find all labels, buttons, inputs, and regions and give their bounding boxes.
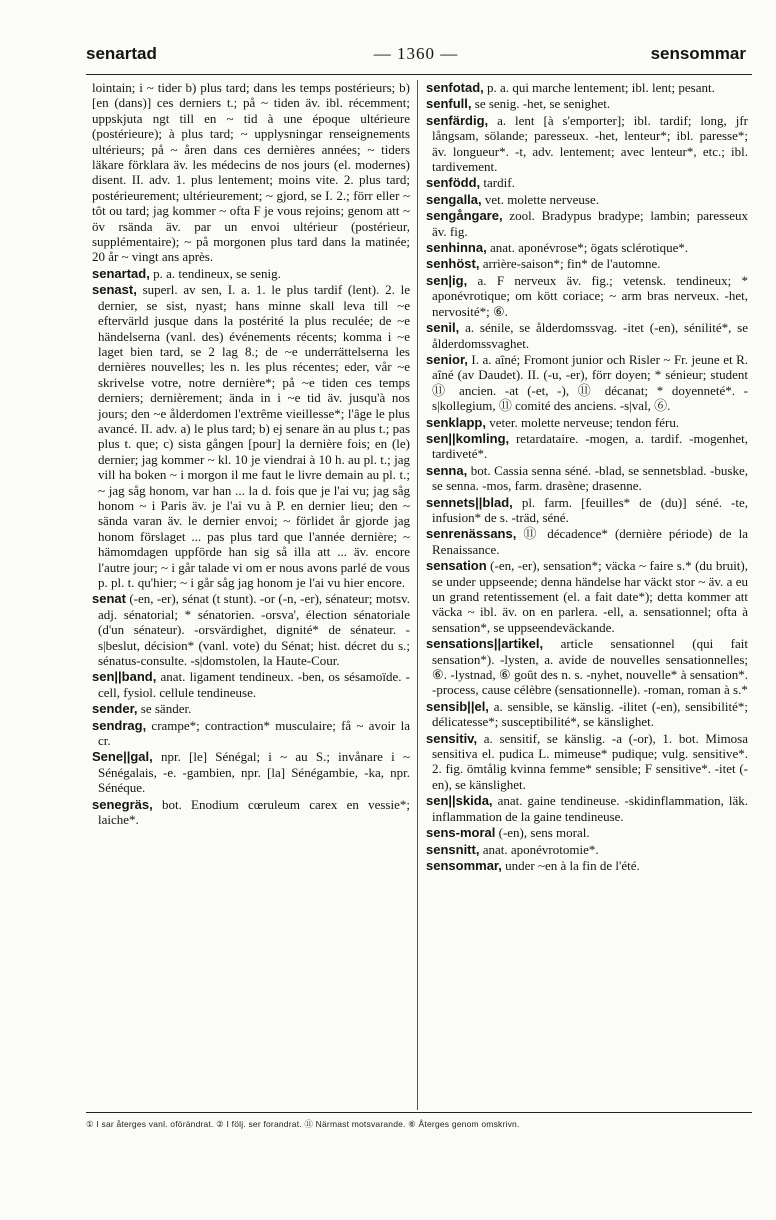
dictionary-entry [426,240,748,255]
entry-definition: npr. [le] Sénégal; i ~ au S.; invånare i ~ Sénégalais, -e. -gambien, npr. [la] Sénégambie, -ka, npr. Sénéque. [98,749,410,796]
entry-headword: sensib||el, [426,698,489,714]
dictionary-entry [426,208,748,239]
entry-definition: lointain; i ~ tider b) plus tard; dans les temps postérieurs; b) [en (dans)] ces derniers t.; på ~ tiden äv. ibl. récemment; uppskjuta ngt till en ~ tid à une époque ultérieure (postérieure); à plus tard; ~ upplysningar renseignements ultérieurs; på ~ åren dans ces dernières années; ~ tiders läkare förklara äv. les médecins de nos jours (el. modernes) disent. II. adv. 1. plus lentement; moins vite. 2. plus tard; postérieurement; ultérieurement; ~ gjord, se I. 2.; förr eller ~ tôt ou tard; jag kommer ~ ofta F je vous rejoins; genom att ~ öv rsända äv. par un envoi ultérieur (postérieur, supplémentaire); ~ på morgonen plus tard dans la matinée; 20 år ~ vingt ans après. [92,80,410,265]
dictionary-entry [426,636,748,698]
entry-headword: sen||band, [92,669,157,685]
dictionary-entry [426,415,748,430]
entry-headword: senhöst, [426,256,480,272]
entry-definition: zool. Bradypus bradype; lambin; paresseux äv. fig. [432,208,749,239]
header-first-headword: senartad [86,44,157,63]
entry-headword: senfotad, [426,80,484,95]
entry-headword: sen|ig, [426,272,468,288]
entry-definition: bot. Cassia senna séné. -blad, se sennetsblad. -buske, se senna. -mos, farm. drasène; drasenne. [432,462,748,494]
dictionary-entry [92,80,410,265]
dictionary-entry [426,793,748,824]
dictionary-entry [426,352,748,414]
entry-headword: senior, [426,351,468,367]
entry-headword: sensation [426,558,487,574]
left-column [92,80,410,829]
entry-headword: sengångare, [426,208,503,224]
entry-definition: I. a. aîné; Fromont junior och Risler ~ Fr. jeune et R. aîné (av Daudet). II. (-u, -er), förr doyen; * sénieur; student ⑪ ancien. -at (-et, -), ⑪ décanat; * doyenneté*. -s|kollegium, ⑪ comité des anciens. -s|val, ⑥. [432,351,748,414]
entry-headword: sennets||blad, [426,494,513,510]
entry-definition: p. a. tendineux, se senig. [153,265,281,281]
entry-headword: sensnitt, [426,841,480,857]
dictionary-entry [426,320,748,351]
page-number: — 1360 — [373,44,459,63]
dictionary-entry [426,825,748,840]
entry-definition: p. a. qui marche lentement; ibl. lent; pesant. [487,80,715,95]
dictionary-entry [426,858,748,873]
entry-definition: se senig. -het, se senighet. [474,96,611,112]
entry-definition: (-en, -er), sensation*; väcka ~ faire s.* (du bruit), se under uppseende; denna händelse har väckt stor ~ äv. a eu un grand retentissement (el. a fait date*); detta kommer att väcka ~ ibl. äv. on en parlera. -ell, a. sensationnel; ofta à sensation*, se uppseendeväckande. [432,558,748,635]
dictionary-entry [92,266,410,281]
dictionary-entry [92,282,410,590]
dictionary-entry [426,699,748,730]
dictionary-entry [426,842,748,857]
entry-headword: senna, [426,462,468,478]
entry-headword: senfull, [426,96,472,112]
footnote: ① I sar återges vanl. oförändrat. ② I följ. ser forandrat. ⑪ Närmast motsvarande. ⑥ Återges genom omskrivn. [86,1119,520,1129]
entry-definition: bot. Enodium cœruleum carex en vessie*; laiche*. [98,796,410,828]
entry-definition: superl. av sen, I. a. 1. le plus tardif (lent). 2. le dernier, se sist, nyast; hans minne skall leva till ~e eftervärld jusque dans la postérité la plus reculée; de ~e händelserna (vanl. des) événements récents; komma i ~e laget bien tard, se 2 lag 8.; de ~e underrättelserna les dernières nouvelles; les n. les plus récentes; eder, vår ~e skrivelse votre, notre dernière*; på ~e tiden ces temps derniers; dernièrement; ända in i ~e tid äv. jusqu'à nos jours; den ~e ålderdomen l'extrême vieillesse*; l'âge le plus avancé. II. adv. a) le plus tard; b) ej senare än au plus t.; pas plus t. que; c) sista gången [pour] la dernière fois; en (le) dernier; jag kommer ~ kl. 10 je viendrai à 10 h. au pl. t.; jag vill ha boken ~ i morgon il me faut le livre demain au pl. t.; ~ jag såg honom, var han ... la d. fois que je l'ai vu; jag såg honom ~ i Paris äv. je l'ai vu à P. en dernier lieu; den ~ sända varan äv. le dernier envoi; ~ förlidet år gjorde jag honom förslaget ... pas plus tard que l'année dernière; ~ hämomdagen uppförde han sig så illa att ... äv. encore l'autre jour; ~ i går talade vi om er nous avons parlé de vous p. pl. t. qu'hier; ~ i går såg jag honom je l'ai vu hier encore. [98,282,411,590]
entry-definition: pl. farm. [feuilles* de (du)] séné. -te, infusion* de s. -träd, séné. [432,494,748,525]
header-last-headword: sensommar [650,44,746,63]
entry-definition: tardif. [483,175,515,191]
right-column [426,80,748,874]
dictionary-entry [92,591,410,668]
entry-headword: sender, [92,701,138,717]
entry-definition: under ~en à la fin de l'été. [505,857,640,873]
entry-headword: senfödd, [426,175,481,191]
entry-headword: sensations||artikel, [426,636,544,652]
column-divider [417,80,418,1110]
entry-definition: se sänder. [140,701,192,717]
dictionary-entry [92,749,410,795]
entry-headword: Sene||gal, [92,749,153,765]
dictionary-entry [426,192,748,207]
entry-definition: (-en), sens moral. [498,825,590,841]
entry-headword: senil, [426,320,460,336]
entry-headword: sensommar, [426,857,502,873]
entry-definition: retardataire. -mogen, a. tardif. -mogenhet, tardiveté*. [432,430,748,462]
entry-definition: a. lent [à s'emporter]; ibl. tardif; long, jfr långsam, sölande; paresseux. -het, lenteur*; ibl. paresse*; äv. longueur*. -t, adv. lentement; avec lenteur*, etc.; ibl. tardivement. [432,112,748,175]
dictionary-entry [426,526,748,557]
dictionary-entry [426,175,748,190]
entry-definition: anat. ligament tendineux. -ben, os sésamoïde. -cell, fysiol. cellule tendineuse. [98,669,411,700]
entry-headword: sensitiv, [426,730,478,746]
dictionary-entry [426,96,748,111]
entry-definition: article sensationnel (qui fait sensation*). -lysten, a. avide de nouvelles sensationnelles; ⑥. -lystnad, ⑥ goût des n. s. -nyhet, nouvelle* à sensation*. -process, cause célèbre (sensationnelle). -roman, roman à s.* [432,636,748,698]
entry-definition: a. F nerveux äv. fig.; vetensk. tendineux; * aponévrotique; om kött coriace; ~ arm bras nerveux. -het, nervosité*; ⑥. [432,272,748,319]
entry-definition: arrière-saison*; fin* de l'automne. [482,256,661,272]
entry-definition: anat. aponévrose*; ögats sclérotique*. [489,240,689,256]
entry-headword: sen||skida, [426,793,493,809]
dictionary-entry [426,80,748,95]
dictionary-entry [426,558,748,635]
dictionary-entry [92,701,410,716]
entry-headword: senfärdig, [426,112,489,128]
entry-headword: senat [92,591,126,607]
entry-headword: sen||komling, [426,430,510,446]
footnote-rule [86,1112,752,1113]
entry-definition: anat. gaine tendineuse. -skidinflammation, läk. inflammation de la gaine tendineuse. [432,793,748,824]
entry-headword: sengalla, [426,191,482,207]
dictionary-entry [92,669,410,700]
entry-definition: veter. molette nerveuse; tendon féru. [489,414,680,430]
dictionary-entry [426,495,748,526]
entry-headword: sens-moral [426,825,496,841]
entry-definition: (-en, -er), sénat (t stunt). -or (-n, -er), sénateur; motsv. adj. sénatorial; * sénatorien. -orsva', élection sénatoriale (d'un sénateur). -orsvärdighet, dignité* de sénateur. -s|beslut, décision* (vanl. vote) du Sénat; hist. décret du s.; sénatus-consulte. -s|domstolen, la Haute-Cour. [98,591,411,669]
header-rule [86,74,752,75]
dictionary-entry [426,731,748,793]
dictionary-entry [426,113,748,175]
entry-headword: senast, [92,282,137,298]
dictionary-entry [426,431,748,462]
entry-headword: senrenässans, [426,526,517,542]
entry-definition: a. sensible, se känslig. -ilitet (-en), sensibilité*; délicatesse*; susceptibilité*, se känslighet. [432,698,748,730]
entry-headword: senhinna, [426,240,487,256]
entry-definition: a. sénile, se ålderdomssvag. -itet (-en), sénilité*, se ålderdomssvaghet. [432,320,748,351]
entry-definition: crampe*; contraction* musculaire; få ~ avoir la cr. [98,717,410,749]
entry-headword: sendrag, [92,717,147,733]
dictionary-entry [426,273,748,319]
dictionary-entry [426,463,748,494]
dictionary-entry [92,718,410,749]
entry-definition: anat. aponévrotomie*. [482,841,599,857]
entry-headword: senartad, [92,265,150,281]
page-header [86,44,746,70]
entry-definition: ⑪ décadence* (dernière période) de la Renaissance. [432,526,748,557]
entry-headword: senegräs, [92,796,153,812]
entry-definition: a. sensitif, se känslig. -a (-or), 1. bot. Mimosa sensitiva el. pudica L. mimeuse* pudique; vulg. sensitive*. 2. fig. ömtålig kvinna femme* sensible; F sensitive*. -itet (-en), se känslighet. [432,730,749,792]
dictionary-entry [92,797,410,828]
entry-definition: vet. molette nerveuse. [484,191,599,207]
entry-headword: senklapp, [426,414,486,430]
dictionary-entry [426,256,748,271]
